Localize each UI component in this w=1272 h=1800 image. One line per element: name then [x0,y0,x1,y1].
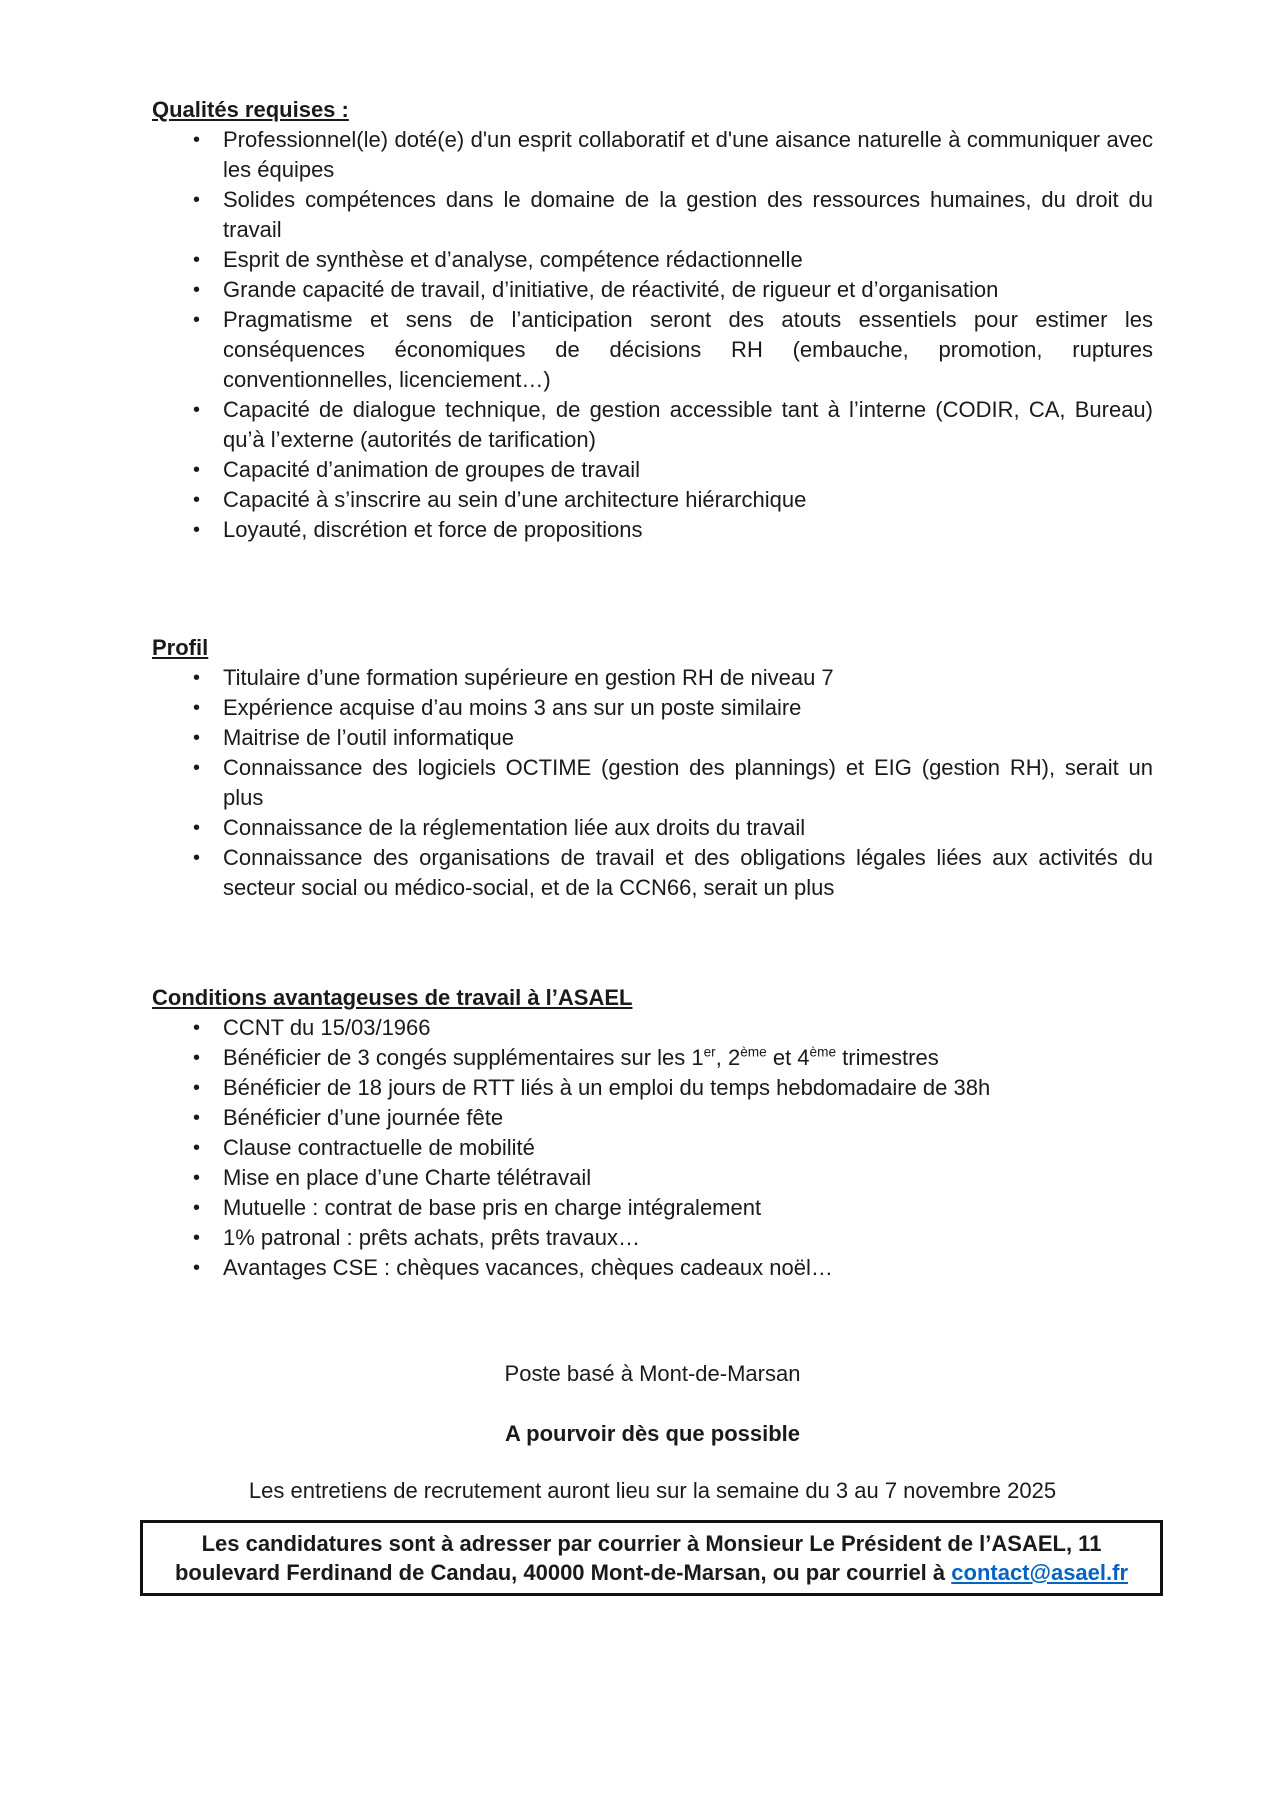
list-item [152,813,1153,843]
application-instructions-text: Les candidatures sont à adresser par courrier à Monsieur Le Président de l’ASAEL, 11 boulevard Ferdinand de Candau, 40000 Mont-de-Marsan, ou par courriel à [174,1531,1102,1585]
list-item-text: Titulaire d’une formation supérieure en gestion RH de niveau 7 [223,665,834,690]
bullet-icon: • [193,817,201,839]
list-item [152,485,1153,515]
bullet-icon: • [193,129,201,151]
bullet-icon: • [193,757,201,779]
bullet-icon: • [193,189,201,211]
list-item-text: Bénéficier d’une journée fête [223,1105,504,1130]
bullet-icon: • [193,309,201,331]
qualites-requises-list [152,125,1153,545]
list-item [152,1013,1153,1043]
list-item-text: Connaissance de la réglementation liée aux droits du travail [223,815,806,840]
list-item-text: 1% patronal : prêts achats, prêts travaux… [223,1225,640,1250]
bullet-icon: • [193,519,201,541]
bullet-icon: • [193,489,201,511]
list-item [152,663,1153,693]
bullet-icon: • [193,1257,201,1279]
list-item-text: Bénéficier de 18 jours de RTT liés à un emploi du temps hebdomadaire de 38h [223,1075,991,1100]
list-item-text: Professionnel(le) doté(e) d'un esprit collaboratif et d'une aisance naturelle à communiquer avec les équipes [223,127,1153,182]
bullet-icon: • [193,459,201,481]
list-item-text: Connaissance des logiciels OCTIME (gestion des plannings) et EIG (gestion RH), serait un plus [223,755,1153,810]
bullet-icon: • [193,249,201,271]
contact-email-link[interactable]: contact@asael.fr [951,1560,1129,1585]
list-item-text: Grande capacité de travail, d’initiative, de réactivité, de rigueur et d’organisation [223,277,999,302]
list-item [152,515,1153,545]
list-item-text: Loyauté, discrétion et force de propositions [223,517,643,542]
bullet-icon: • [193,1227,201,1249]
list-item [152,1103,1153,1133]
profil-list [152,663,1153,903]
list-item [152,245,1153,275]
list-item-text: Capacité de dialogue technique, de gestion accessible tant à l’interne (CODIR, CA, Bureau) qu’à l’externe (autorités de tarification) [223,397,1153,452]
list-item [152,455,1153,485]
bullet-icon: • [193,1017,201,1039]
list-item [152,125,1153,185]
list-item-text: Pragmatisme et sens de l’anticipation seront des atouts essentiels pour estimer les conséquences économiques de décisions RH (embauche, promotion, ruptures conventionnelles, licenciement…) [223,307,1153,392]
list-item-text: Bénéficier de 3 congés supplémentaires sur les 1er, 2ème et 4ème trimestres [223,1044,939,1070]
list-item [152,1163,1153,1193]
list-item [152,1073,1153,1103]
bullet-icon: • [193,1047,201,1069]
poste-location-line: Poste basé à Mont-de-Marsan [504,1361,801,1386]
list-item-text: CCNT du 15/03/1966 [223,1015,431,1040]
bullet-icon: • [193,727,201,749]
list-item [152,1253,1153,1283]
list-item-text: Capacité à s’inscrire au sein d’une architecture hiérarchique [223,487,807,512]
list-item [152,275,1153,305]
bullet-icon: • [193,1197,201,1219]
bullet-icon: • [193,279,201,301]
section-heading-qualites-requises: Qualités requises : [152,97,349,122]
interviews-line: Les entretiens de recrutement auront lieu sur la semaine du 3 au 7 novembre 2025 [248,1478,1057,1503]
list-item-text: Capacité d’animation de groupes de travail [223,457,641,482]
section-heading-conditions: Conditions avantageuses de travail à l’ASAEL [152,985,633,1010]
list-item-text: Expérience acquise d’au moins 3 ans sur un poste similaire [223,695,802,720]
list-item [152,693,1153,723]
list-item [152,185,1153,245]
availability-line: A pourvoir dès que possible [504,1421,800,1446]
list-item-text: Maitrise de l’outil informatique [223,725,515,750]
list-item-text: Mise en place d’une Charte télétravail [223,1165,592,1190]
bullet-icon: • [193,697,201,719]
list-item [152,305,1153,395]
list-item-text: Connaissance des organisations de travail et des obligations légales liées aux activités du secteur social ou médico-social, et de la CCN66, serait un plus [223,845,1153,900]
list-item-text: Clause contractuelle de mobilité [223,1135,535,1160]
list-item-text: Solides compétences dans le domaine de la gestion des ressources humaines, du droit du travail [223,187,1153,242]
bullet-icon: • [193,1107,201,1129]
bullet-icon: • [193,667,201,689]
list-item-text: Mutuelle : contrat de base pris en charge intégralement [223,1195,762,1220]
bullet-icon: • [193,1077,201,1099]
list-item [152,753,1153,813]
list-item [152,1223,1153,1253]
list-item [152,723,1153,753]
bullet-icon: • [193,1137,201,1159]
list-item-text: Avantages CSE : chèques vacances, chèques cadeaux noël… [223,1255,833,1280]
list-item [152,1193,1153,1223]
application-instructions-box [140,1520,1163,1596]
conditions-list [152,1013,1153,1283]
bullet-icon: • [193,847,201,869]
section-heading-profil: Profil [152,635,209,660]
list-item [152,1043,1153,1073]
bullet-icon: • [193,399,201,421]
list-item [152,395,1153,455]
list-item-text: Esprit de synthèse et d’analyse, compétence rédactionnelle [223,247,803,272]
list-item [152,843,1153,903]
bullet-icon: • [193,1167,201,1189]
list-item [152,1133,1153,1163]
